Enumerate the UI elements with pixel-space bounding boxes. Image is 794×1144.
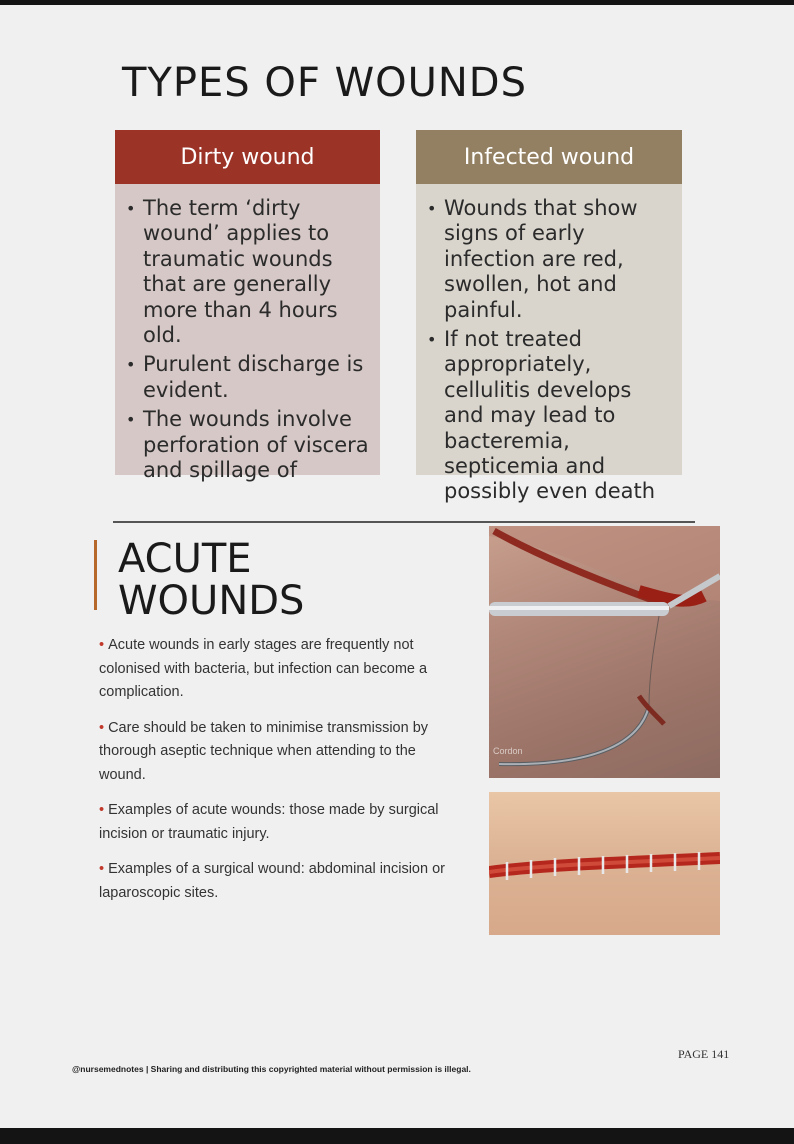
suturing-photo	[489, 526, 720, 778]
list-item: • Acute wounds in early stages are frequently not colonised with bacteria, but infection can become a complication.	[99, 637, 428, 700]
top-border	[0, 0, 794, 5]
list-item: • If not treated appropriately, cellulitis develops and may lead to bacteremia, septicemia and possibly even death	[427, 327, 656, 504]
infected-wound-list	[416, 184, 682, 505]
infected-wound-heading: Infected wound	[416, 130, 682, 184]
list-item: • Examples of acute wounds: those made by surgical incision or traumatic injury.	[99, 802, 439, 842]
section-divider	[113, 521, 695, 523]
photo-caption: Cordon	[493, 746, 523, 756]
list-item: • Wounds that show signs of early infection are red, swollen, hot and painful.	[427, 196, 638, 322]
list-item: • Purulent discharge is evident.	[126, 352, 364, 402]
list-item: • Examples of a surgical wound: abdominal incision or laparoscopic sites.	[99, 861, 445, 901]
suturing-illustration	[489, 526, 720, 778]
acute-wounds-title: ACUTE WOUNDS	[118, 536, 305, 624]
acute-wounds-list	[89, 634, 459, 917]
dirty-wound-heading: Dirty wound	[115, 130, 380, 184]
infected-wound-body	[416, 184, 682, 522]
title-accent-bar	[94, 540, 97, 610]
stapled-incision-illustration	[489, 792, 720, 935]
list-item: • Care should be taken to minimise transmission by thorough aseptic technique when attending to the wound.	[99, 719, 429, 783]
page-title: TYPES OF WOUNDS	[122, 60, 527, 106]
copyright-footer: @nursemednotes | Sharing and distributing this copyrighted material without permission is illegal.	[72, 1064, 471, 1074]
bottom-border	[0, 1128, 794, 1144]
dirty-wound-list	[115, 184, 380, 483]
list-item: • The wounds involve perforation of viscera and spillage of	[126, 407, 369, 483]
stapled-incision-photo	[489, 792, 720, 935]
page-number: PAGE 141	[678, 1047, 730, 1061]
list-item: • The term ‘dirty wound’ applies to traumatic wounds that are generally more than 4 hours old.	[126, 196, 338, 348]
dirty-wound-body	[115, 184, 380, 522]
